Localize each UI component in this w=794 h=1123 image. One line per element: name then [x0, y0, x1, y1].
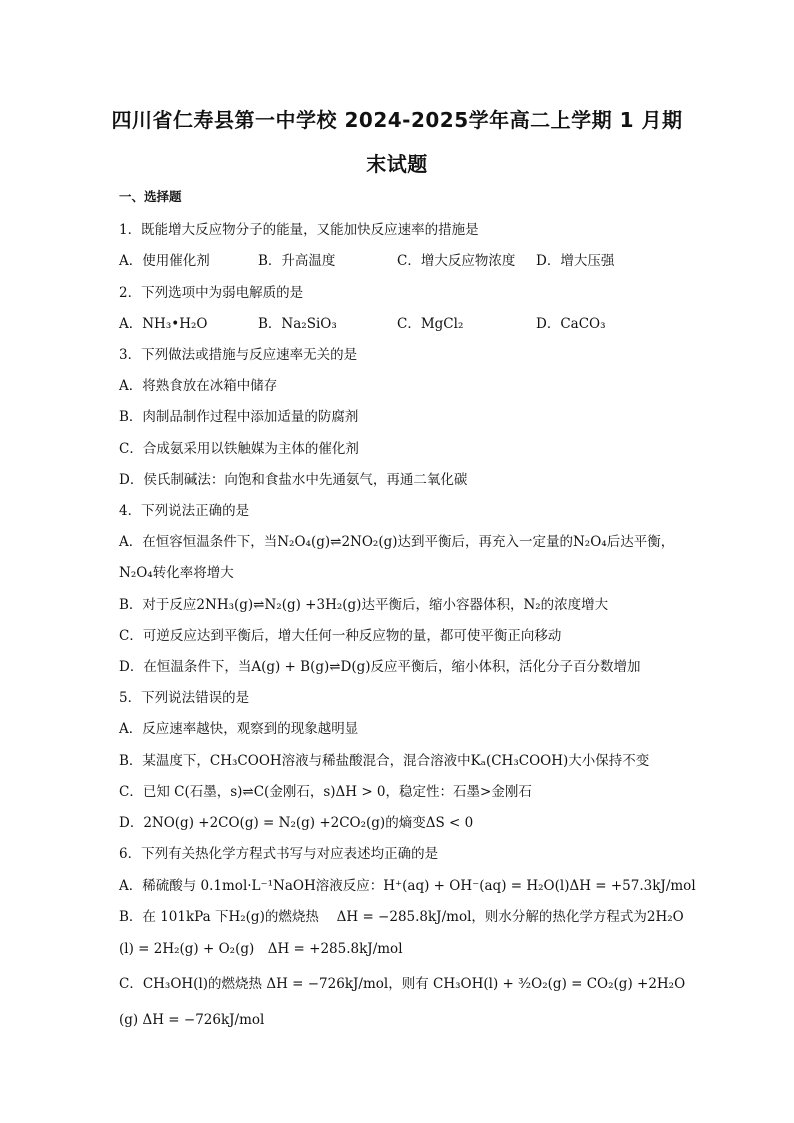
question-4-option-b: B．对于反应2NH₃(g)⇌N₂(g) +3H₂(g)达平衡后，缩小容器体积，N₂的浓度增大: [119, 597, 609, 613]
question-2-option-b: B．Na₂SiO₃: [258, 316, 337, 332]
question-6-option-a: A．稀硫酸与 0.1mol·L⁻¹NaOH溶液反应：H⁺(aq) + OH⁻(aq) = H₂O(l)ΔH = +57.3kJ/mol: [119, 878, 696, 894]
question-4-stem: 4．下列说法正确的是: [119, 503, 250, 519]
question-6-stem: 6．下列有关热化学方程式书写与对应表述均正确的是: [119, 846, 439, 862]
question-4-option-d: D．在恒温条件下，当A(g) + B(g)⇌D(g)反应平衡后，缩小体积，活化分子百分数增加: [119, 659, 641, 675]
question-5-option-b: B．某温度下，CH₃COOH溶液与稀盐酸混合，混合溶液中Kₐ(CH₃COOH)大小保持不变: [119, 753, 650, 769]
question-1-option-c: C．增大反应物浓度: [397, 253, 516, 269]
question-1-stem: 1．既能增大反应物分子的能量，又能加快反应速率的措施是: [119, 222, 479, 238]
question-6-option-b-line2: (l) = 2H₂(g) + O₂(g) ΔH = +285.8kJ/mol: [119, 941, 403, 957]
question-1-option-a: A．使用催化剂: [119, 253, 210, 269]
question-4-option-a-line1: A．在恒容恒温条件下，当N₂O₄(g)⇌2NO₂(g)达到平衡后，再充入一定量的N₂O₄后达平衡，: [119, 534, 675, 550]
question-2-option-a: A．NH₃•H₂O: [119, 316, 208, 332]
question-1-option-b: B．升高温度: [258, 253, 336, 269]
question-2-stem: 2．下列选项中为弱电解质的是: [119, 285, 304, 301]
question-3-stem: 3．下列做法或措施与反应速率无关的是: [119, 347, 358, 363]
question-3-option-c: C．合成氨采用以铁触媒为主体的催化剂: [119, 441, 359, 457]
question-5-option-a: A．反应速率越快，观察到的现象越明显: [119, 721, 359, 737]
question-3-option-d: D．侯氏制碱法：向饱和食盐水中先通氨气，再通二氧化碳: [119, 472, 468, 488]
question-5-stem: 5．下列说法错误的是: [119, 690, 250, 706]
exam-title-line2: 末试题: [366, 152, 428, 176]
question-3-option-a: A．将熟食放在冰箱中储存: [119, 378, 278, 394]
question-4-option-a-line2: N₂O₄转化率将增大: [119, 565, 234, 581]
question-2-option-d: D．CaCO₃: [536, 316, 606, 332]
question-3-option-b: B．肉制品制作过程中添加适量的防腐剂: [119, 409, 359, 425]
question-5-option-d: D．2NO(g) +2CO(g) = N₂(g) +2CO₂(g)的熵变ΔS < 0: [119, 815, 474, 831]
question-1-option-d: D．增大压强: [536, 253, 615, 269]
question-6-option-b-line1: B．在 101kPa 下H₂(g)的燃烧热 ΔH = −285.8kJ/mol，则水分解的热化学方程式为2H₂O: [119, 909, 684, 925]
exam-title-line1: 四川省仁寿县第一中学校 2024-2025学年高二上学期 1 月期: [111, 108, 683, 132]
question-4-option-c: C．可逆反应达到平衡后，增大任何一种反应物的量，都可使平衡正向移动: [119, 628, 562, 644]
question-5-option-c: C．已知 C(石墨，s)⇌C(金刚石，s)ΔH > 0，稳定性：石墨>金刚石: [119, 784, 532, 800]
question-6-option-c-line2: (g) ΔH = −726kJ/mol: [119, 1012, 265, 1028]
question-6-option-c-line1: C．CH₃OH(l)的燃烧热 ΔH = −726kJ/mol，则有 CH₃OH(l) + ³⁄₂O₂(g) = CO₂(g) +2H₂O: [119, 976, 686, 992]
question-2-option-c: C．MgCl₂: [397, 316, 464, 332]
section-heading: 一、选择题: [119, 189, 182, 204]
